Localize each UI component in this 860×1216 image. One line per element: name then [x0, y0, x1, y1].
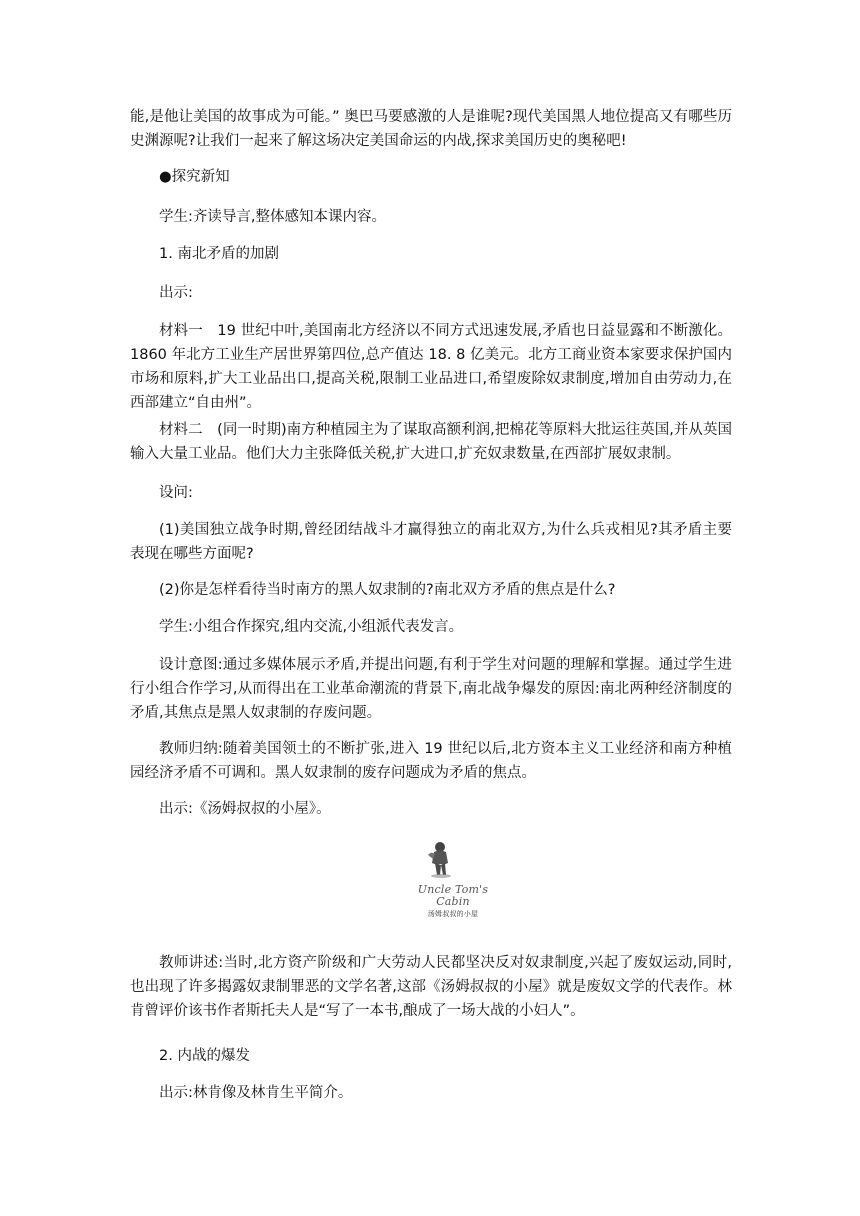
student-group-work: 学生:小组合作探究,组内交流,小组派代表发言。: [159, 619, 464, 635]
cover-subtitle: 汤姆叔叔的小屋: [427, 910, 479, 918]
subheading-north-south-conflict: 1. 南北矛盾的加剧: [159, 246, 279, 262]
section-heading-explore: ●探究新知: [159, 169, 230, 185]
uncle-toms-cabin-cover-image: [408, 835, 498, 925]
questions-label: 设问:: [159, 485, 193, 501]
cover-title-line1: Uncle Tom's: [417, 883, 489, 896]
subheading-civil-war-outbreak: 2. 内战的爆发: [159, 1048, 250, 1064]
intro-paragraph-continued: 能,是他让美国的故事成为可能。” 奥巴马要感激的人是谁呢?现代美国黑人地位提高又有哪些历史渊源呢?让我们一起来了解这场决定美国命运的内战,探求美国历史的奥秘吧!: [130, 109, 732, 149]
student-activity-read: 学生:齐读导言,整体感知本课内容。: [159, 209, 386, 225]
material-one: 材料一 19 世纪中叶,美国南北方经济以不同方式迅速发展,矛盾也日益显露和不断激化。1860 年北方工业生产居世界第四位,总产值达 18. 8 亿美元。北方工商业资本家要求保护国内市场和原料,扩大工业品出口,提高关税,限制工业品进口,希望废除奴隶制度,增加自由劳动力,在西部建立“自由州”。: [130, 323, 732, 411]
show-lincoln-portrait: 出示:林肯像及林肯生平简介。: [159, 1085, 353, 1101]
teacher-narration: 教师讲述:当时,北方资产阶级和广大劳动人民都坚决反对奴隶制度,兴起了废奴运动,同时,也出现了许多揭露奴隶制罪恶的文学名著,这部《汤姆叔叔的小屋》就是废奴文学的代表作。林肯曾评价该书作者斯托夫人是“写了一本书,酿成了一场大战的小妇人”。: [130, 955, 732, 1019]
show-uncle-toms-cabin: 出示:《汤姆叔叔的小屋》。: [159, 801, 331, 817]
cover-title-line2: Cabin: [436, 895, 470, 908]
show-label: 出示:: [159, 285, 193, 301]
question-one: (1)美国独立战争时期,曾经团结战斗才赢得独立的南北双方,为什么兵戎相见?其矛盾主要表现在哪些方面呢?: [130, 522, 732, 562]
design-intent: 设计意图:通过多媒体展示矛盾,并提出问题,有利于学生对问题的理解和掌握。通过学生进行小组合作学习,从而得出在工业革命潮流的背景下,南北战争爆发的原因:南北两种经济制度的矛盾,其焦点是黑人奴隶制的存废问题。: [130, 657, 732, 721]
teacher-summary: 教师归纳:随着美国领土的不断扩张,进入 19 世纪以后,北方资本主义工业经济和南方种植园经济矛盾不可调和。黑人奴隶制的废存问题成为矛盾的焦点。: [130, 741, 732, 781]
material-two: 材料二 (同一时期)南方种植园主为了谋取高额利润,把棉花等原料大批运往英国,并从英国输入大量工业品。他们大力主张降低关税,扩大进口,扩充奴隶数量,在西部扩展奴隶制。: [130, 422, 732, 462]
question-two: (2)你是怎样看待当时南方的黑人奴隶制的?南北双方矛盾的焦点是什么?: [159, 582, 616, 598]
